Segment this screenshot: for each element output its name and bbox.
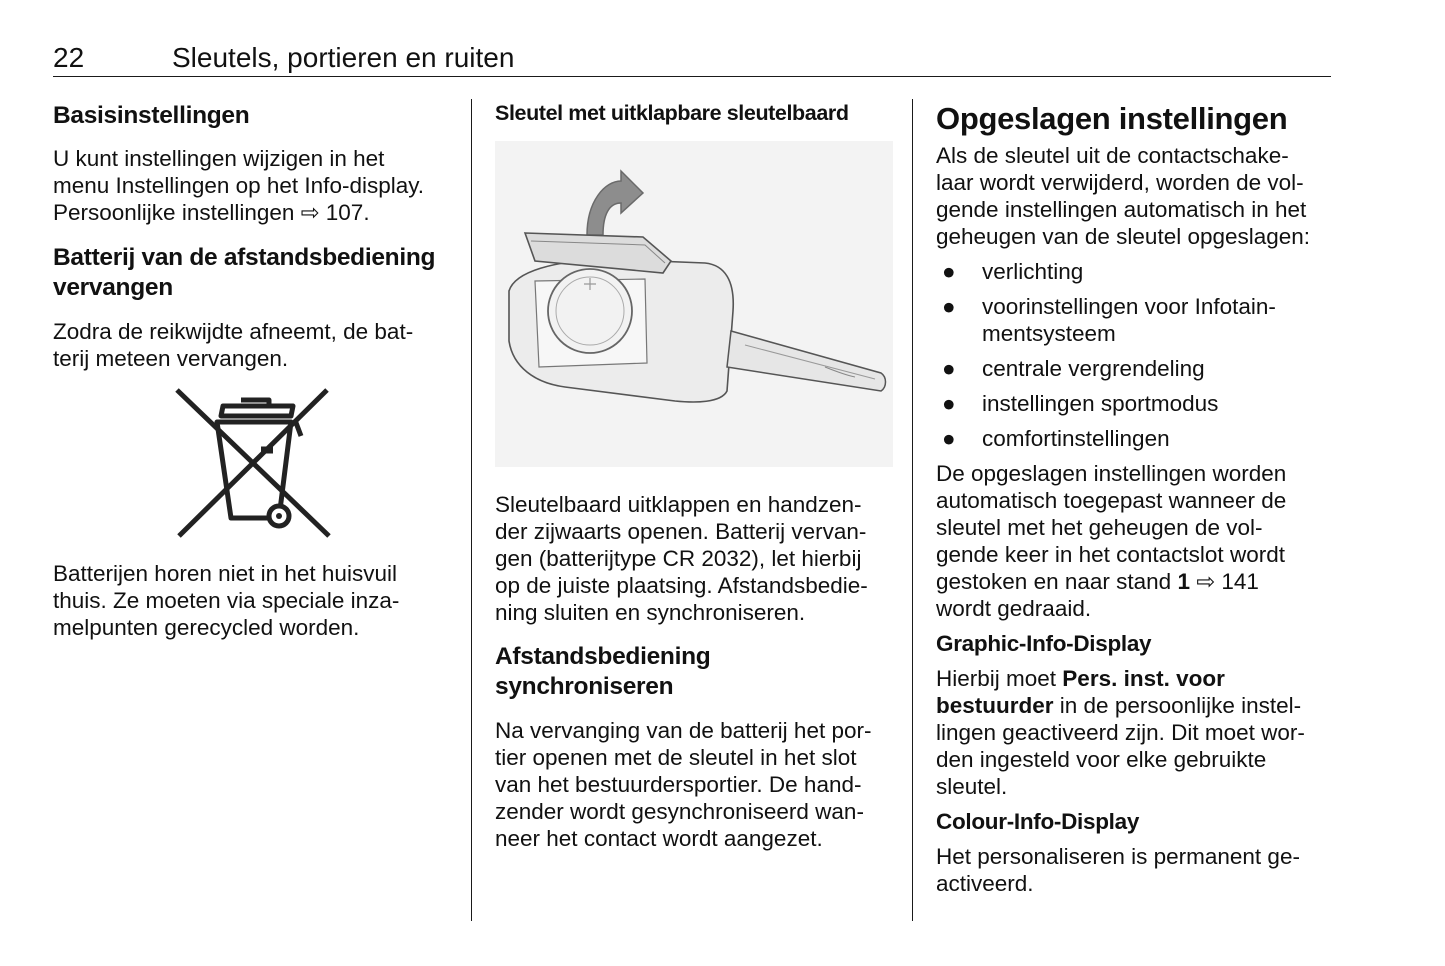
ignition-position: 1	[1177, 569, 1190, 594]
column-right	[936, 100, 1336, 897]
bullet-icon: ●	[942, 259, 956, 284]
page-reference-arrow-icon: ⇨	[1196, 569, 1216, 594]
paragraph-intro: Als de sleutel uit de contactschake- laar wordt verwijderd, worden de vol- gende instellingen automatisch in het geheugen van de sleutel opgeslagen:	[936, 143, 1311, 249]
figure-caption: Sleutel met uitklapbare sleutelbaard	[495, 101, 849, 125]
paragraph-graphic: Hierbij moet Pers. inst. voor bestuurder in de persoonlijke instel- lingen geactiveerd zijn. Dit moet wor- den ingesteld voor elke gebruikte sleutel.	[936, 666, 1305, 799]
column-divider-2	[912, 99, 913, 921]
bullet-icon: ●	[942, 356, 956, 381]
menu-setting-name: Pers. inst. voor	[1062, 666, 1225, 691]
column-divider-1	[471, 99, 472, 921]
bullet-icon: ●	[942, 391, 956, 416]
menu-setting-name-cont: bestuurder	[936, 693, 1054, 718]
paragraph-uitklappen: Sleutelbaard uitklappen en handzen- der zijwaarts openen. Batterij vervan- gen (batterijtype CR 2032), let hierbij op de juiste plaatsing. Afstandsbedie- ning sluiten en synchroniseren.	[495, 492, 868, 625]
heading-synchroniseren: Afstandsbediening synchroniseren	[495, 643, 711, 700]
list-item: ● comfortinstellingen	[942, 426, 1170, 451]
paragraph-batterij: Zodra de reikwijdte afneemt, de bat- terij meteen vervangen.	[53, 319, 414, 371]
bullet-icon: ●	[942, 426, 956, 451]
heading-opgeslagen-instellingen: Opgeslagen instellingen	[936, 101, 1288, 136]
paragraph-recycling: Batterijen horen niet in het huisvuil thuis. Ze moeten via speciale inza- melpunten gerecycled worden.	[53, 561, 400, 640]
list-item: ● voorinstellingen voor Infotain- mentsysteem	[942, 294, 1276, 346]
list-item: ● instellingen sportmodus	[942, 391, 1219, 416]
page-header	[53, 40, 1331, 77]
heading-basisinstellingen: Basisinstellingen	[53, 102, 250, 129]
heading-colour-info-display: Colour-Info-Display	[936, 809, 1140, 834]
column-middle	[495, 100, 895, 852]
chapter-title: Sleutels, portieren en ruiten	[172, 42, 515, 73]
page-reference-arrow-icon: ⇨	[300, 200, 320, 225]
settings-list	[936, 258, 1336, 452]
paragraph-basisinstellingen: U kunt instellingen wijzigen in het menu Instellingen op het Info-display. Persoonlijke instellingen ⇨ 107.	[53, 146, 425, 225]
heading-graphic-info-display: Graphic-Info-Display	[936, 631, 1152, 656]
paragraph-colour: Het personaliseren is permanent ge- activeerd.	[936, 844, 1300, 896]
list-item: ● verlichting	[942, 259, 1084, 284]
key-battery-figure	[495, 141, 893, 467]
heading-batterij-vervangen: Batterij van de afstandsbediening vervangen	[53, 244, 436, 301]
page-reference-107: 107.	[319, 200, 370, 225]
paragraph-synchroniseren: Na vervanging van de batterij het por- tier openen met de sleutel in het slot van het bestuurdersportier. De hand- zender wordt gesynchroniseerd wan- neer het contact wordt aangezet.	[495, 718, 872, 851]
column-left	[53, 100, 453, 641]
crossed-out-bin-figure	[53, 386, 453, 548]
page-number: 22	[53, 42, 85, 73]
paragraph-toegepast: De opgeslagen instellingen worden automatisch toegepast wanneer de sleutel met het geheugen de vol- gende keer in het contactslot wordt gestoken en naar stand 1 ⇨ 141 wordt gedraaid.	[936, 461, 1287, 621]
crossed-out-wheelie-bin-icon	[173, 386, 333, 542]
list-item: ● centrale vergrendeling	[942, 356, 1205, 381]
flip-key-battery-illustration	[495, 141, 893, 467]
bullet-icon: ●	[942, 294, 956, 319]
page-reference-141: 141	[1215, 569, 1259, 594]
